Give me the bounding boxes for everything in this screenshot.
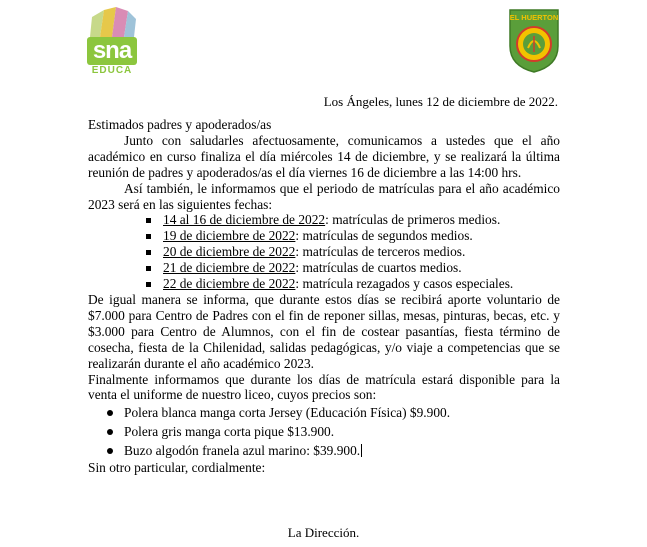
letter-signature: La Dirección. — [287, 525, 360, 540]
enrollment-date: 19 de diciembre de 2022 — [163, 228, 296, 244]
paragraph-end-of-year: Junto con saludarles afectuosamente, comunicamos a ustedes que el año académico en curso finaliza el día miércoles 14 de diciembre, y se realizará la última reunión de padres y apoderados/as el día viernes 16 de diciembre a las 14:00 hrs. — [88, 132, 560, 180]
letter-body — [88, 117, 560, 476]
sna-logo-word: sna — [87, 37, 137, 65]
uniform-item: Buzo algodón franela azul marino: $39.900. — [124, 443, 361, 459]
paragraph-enrollment-intro: Así también, le informamos que el periodo de matrículas para el año académico 2023 será en las siguientes fechas: — [88, 180, 560, 212]
uniform-item: Polera gris manga corta pique $13.900. — [124, 424, 335, 440]
letter-closing: Sin otro particular, cordialmente: — [88, 460, 266, 476]
list-item — [88, 228, 560, 244]
list-item — [88, 276, 560, 292]
list-item — [88, 212, 560, 228]
letter-greeting: Estimados padres y apoderados/as — [88, 117, 272, 132]
sna-logo-subtitle: EDUCA — [91, 65, 133, 76]
enrollment-desc: : matrículas de segundos medios. — [295, 228, 473, 244]
list-item — [88, 441, 560, 460]
text-cursor — [361, 444, 362, 457]
enrollment-date: 14 al 16 de diciembre de 2022 — [163, 212, 326, 228]
school-crest-graphic — [507, 6, 561, 74]
list-item — [88, 260, 560, 276]
enrollment-date: 21 de diciembre de 2022 — [163, 260, 296, 276]
letter-date-line: Los Ángeles, lunes 12 de diciembre de 2022. — [323, 94, 558, 109]
enrollment-desc: : matrículas de cuartos medios. — [295, 260, 462, 276]
paragraph-voluntary-contribution: De igual manera se informa, que durante estos días se recibirá aporte voluntario de $7.000 para Centro de Padres con el fin de reponer sillas, mesas, pinturas, becas, etc. y $3.000 para Centro de Alumnos, con el fin de costear pasantías, fiesta término de cosecha, fiesta de la Chilenidad, salidas pedagógicas, y/o viaje a competencias que se realizarán durante el año académico 2023. — [88, 291, 560, 371]
paragraph-uniform-intro: Finalmente informamos que durante los días de matrícula estará disponible para la venta el uniforme de nuestro liceo, cuyos precios son: — [88, 371, 560, 403]
uniform-prices-list — [88, 403, 560, 460]
list-item — [88, 422, 560, 441]
enrollment-desc: : matrículas de terceros medios. — [295, 244, 466, 260]
enrollment-desc: : matrícula rezagados y casos especiales. — [295, 276, 514, 292]
list-item — [88, 244, 560, 260]
enrollment-desc: : matrículas de primeros medios. — [325, 212, 501, 228]
sna-educa-logo — [86, 7, 138, 75]
enrollment-dates-list — [88, 212, 560, 292]
enrollment-date: 22 de diciembre de 2022 — [163, 276, 296, 292]
enrollment-date: 20 de diciembre de 2022 — [163, 244, 296, 260]
crest-banner-text: EL HUERTON — [509, 13, 559, 22]
uniform-item: Polera blanca manga corta Jersey (Educación Física) $9.900. — [124, 405, 451, 421]
school-crest-logo — [507, 6, 561, 74]
sna-fan-graphic — [86, 7, 138, 37]
list-item — [88, 403, 560, 422]
